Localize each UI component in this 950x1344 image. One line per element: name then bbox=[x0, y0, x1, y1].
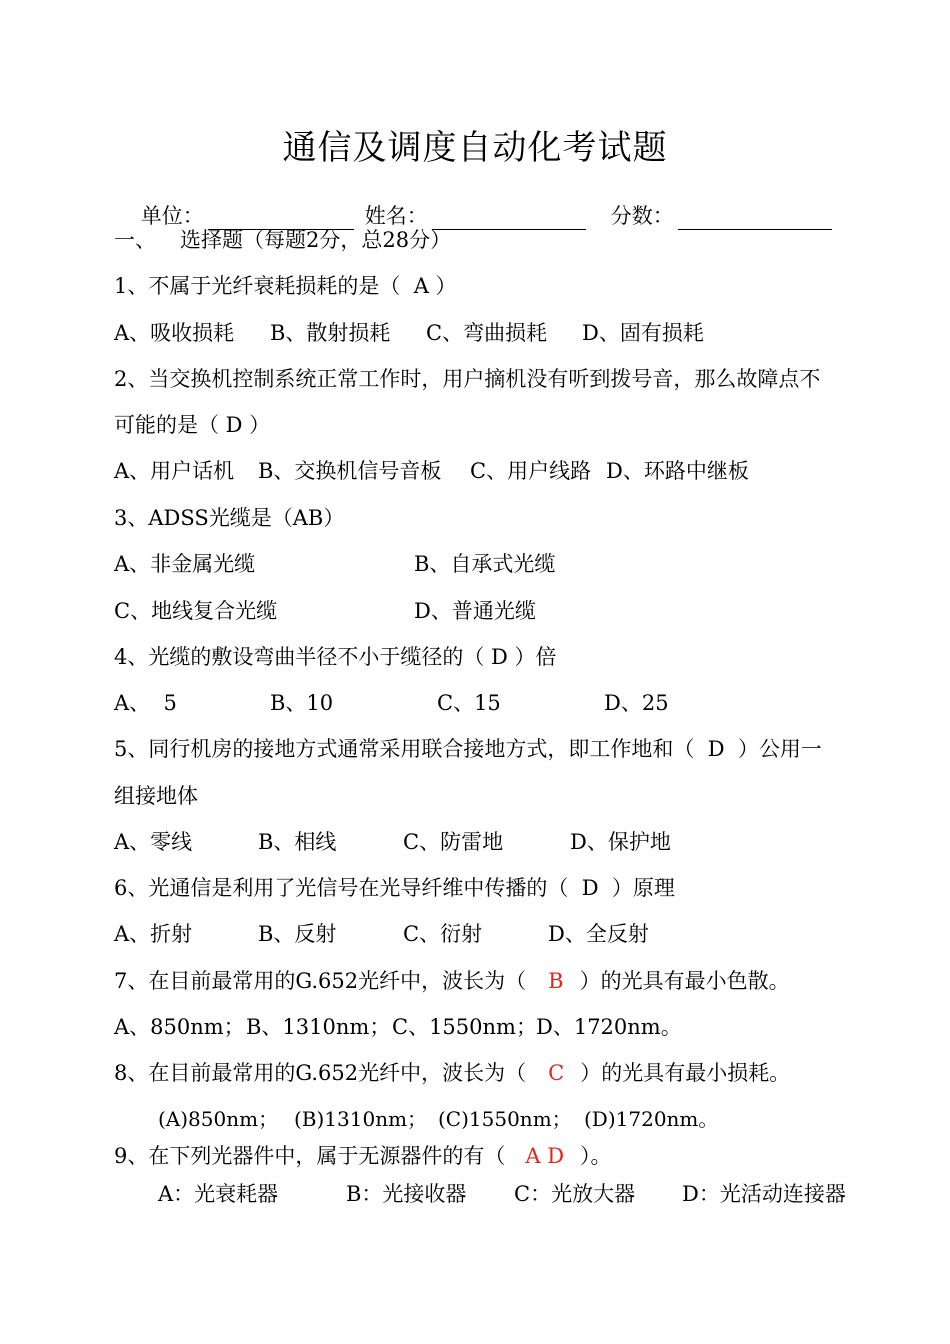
q2-option-b: B、交换机信号音板 bbox=[258, 459, 442, 483]
question-2: 2、当交换机控制系统正常工作时，用户摘机没有听到拨号音，那么故障点不 bbox=[114, 367, 821, 391]
question-8-text-end: ）的光具有最小损耗。 bbox=[580, 1061, 791, 1085]
question-7 bbox=[114, 965, 790, 995]
q7-option-d: D、1720nm。 bbox=[536, 1015, 682, 1039]
q4-option-a: A、 5 bbox=[114, 691, 177, 715]
question-7-text-end: ）的光具有最小色散。 bbox=[579, 969, 790, 993]
question-7-answer: B bbox=[548, 969, 564, 993]
question-4: 4、光缆的敷设弯曲半径不小于缆径的（ D ）倍 bbox=[114, 645, 557, 669]
question-5: 5、同行机房的接地方式通常采用联合接地方式，即工作地和（ D ）公用一 bbox=[114, 737, 822, 761]
q6-option-b: B、反射 bbox=[258, 922, 337, 946]
question-5-cont: 组接地体 bbox=[114, 784, 198, 808]
question-9-text-end: ）。 bbox=[580, 1144, 612, 1168]
q8-option-b: (B)1310nm； bbox=[294, 1107, 428, 1131]
field-score-blank[interactable] bbox=[678, 209, 832, 230]
question-7-text: 7、在目前最常用的G.652光纤中，波长为（ bbox=[114, 969, 527, 993]
exam-title: 通信及调度自动化考试题 bbox=[282, 128, 668, 168]
q1-option-a: A、吸收损耗 bbox=[114, 321, 235, 345]
q8-option-c: (C)1550nm； bbox=[438, 1107, 572, 1131]
q6-option-c: C、衍射 bbox=[403, 922, 483, 946]
q3-option-b: B、自承式光缆 bbox=[414, 552, 556, 576]
q7-option-b: B、1310nm； bbox=[246, 1015, 391, 1039]
q5-option-d: D、保护地 bbox=[570, 830, 671, 854]
q7-option-c: C、1550nm； bbox=[392, 1015, 537, 1039]
q9-option-b: B：光接收器 bbox=[346, 1182, 467, 1206]
question-1: 1、不属于光纤衰耗损耗的是（ A ） bbox=[114, 274, 457, 298]
q9-option-c: C：光放大器 bbox=[514, 1182, 636, 1206]
question-9-text: 9、在下列光器件中，属于无源器件的有（ bbox=[114, 1144, 506, 1168]
question-8-answer: C bbox=[548, 1061, 565, 1085]
question-3: 3、ADSS光缆是（AB） bbox=[114, 506, 345, 530]
q8-option-a: (A)850nm； bbox=[158, 1107, 279, 1131]
q1-option-b: B、散射损耗 bbox=[270, 321, 391, 345]
q4-option-c: C、15 bbox=[437, 691, 501, 715]
q4-option-b: B、10 bbox=[270, 691, 334, 715]
q2-option-a: A、用户话机 bbox=[114, 459, 235, 483]
q3-option-a: A、非金属光缆 bbox=[114, 552, 256, 576]
q6-option-a: A、折射 bbox=[114, 922, 193, 946]
q9-option-d: D：光活动连接器 bbox=[682, 1182, 846, 1206]
q3-option-c: C、地线复合光缆 bbox=[114, 599, 278, 623]
q8-option-d: (D)1720nm。 bbox=[584, 1107, 719, 1131]
field-score bbox=[584, 176, 832, 254]
q5-option-b: B、相线 bbox=[258, 830, 337, 854]
q4-option-d: D、25 bbox=[604, 691, 669, 715]
field-name-label: 姓名： bbox=[364, 204, 428, 228]
q5-option-c: C、防雷地 bbox=[403, 830, 504, 854]
question-2-cont: 可能的是（ D ） bbox=[114, 413, 271, 437]
field-name-blank[interactable] bbox=[432, 209, 586, 230]
section-title: 选择题（每题2分，总28分） bbox=[180, 228, 452, 252]
question-8-text: 8、在目前最常用的G.652光纤中，波长为（ bbox=[114, 1061, 527, 1085]
question-9-answer: A D bbox=[525, 1144, 565, 1168]
q6-option-d: D、全反射 bbox=[548, 922, 649, 946]
q1-option-c: C、弯曲损耗 bbox=[426, 321, 548, 345]
q2-option-c: C、用户线路 bbox=[470, 459, 592, 483]
section-number: 一、 bbox=[114, 228, 156, 252]
q9-option-a: A：光衰耗器 bbox=[158, 1182, 279, 1206]
field-unit-label: 单位： bbox=[140, 204, 204, 228]
q7-option-a: A、850nm； bbox=[114, 1015, 245, 1039]
q2-option-d: D、环路中继板 bbox=[606, 459, 749, 483]
q1-option-d: D、固有损耗 bbox=[582, 321, 704, 345]
q5-option-a: A、零线 bbox=[114, 830, 193, 854]
question-9 bbox=[114, 1140, 612, 1170]
q3-option-d: D、普通光缆 bbox=[414, 599, 536, 623]
question-8 bbox=[114, 1057, 790, 1087]
field-score-label: 分数： bbox=[610, 204, 674, 228]
question-6: 6、光通信是利用了光信号在光导纤维中传播的（ D ）原理 bbox=[114, 876, 675, 900]
